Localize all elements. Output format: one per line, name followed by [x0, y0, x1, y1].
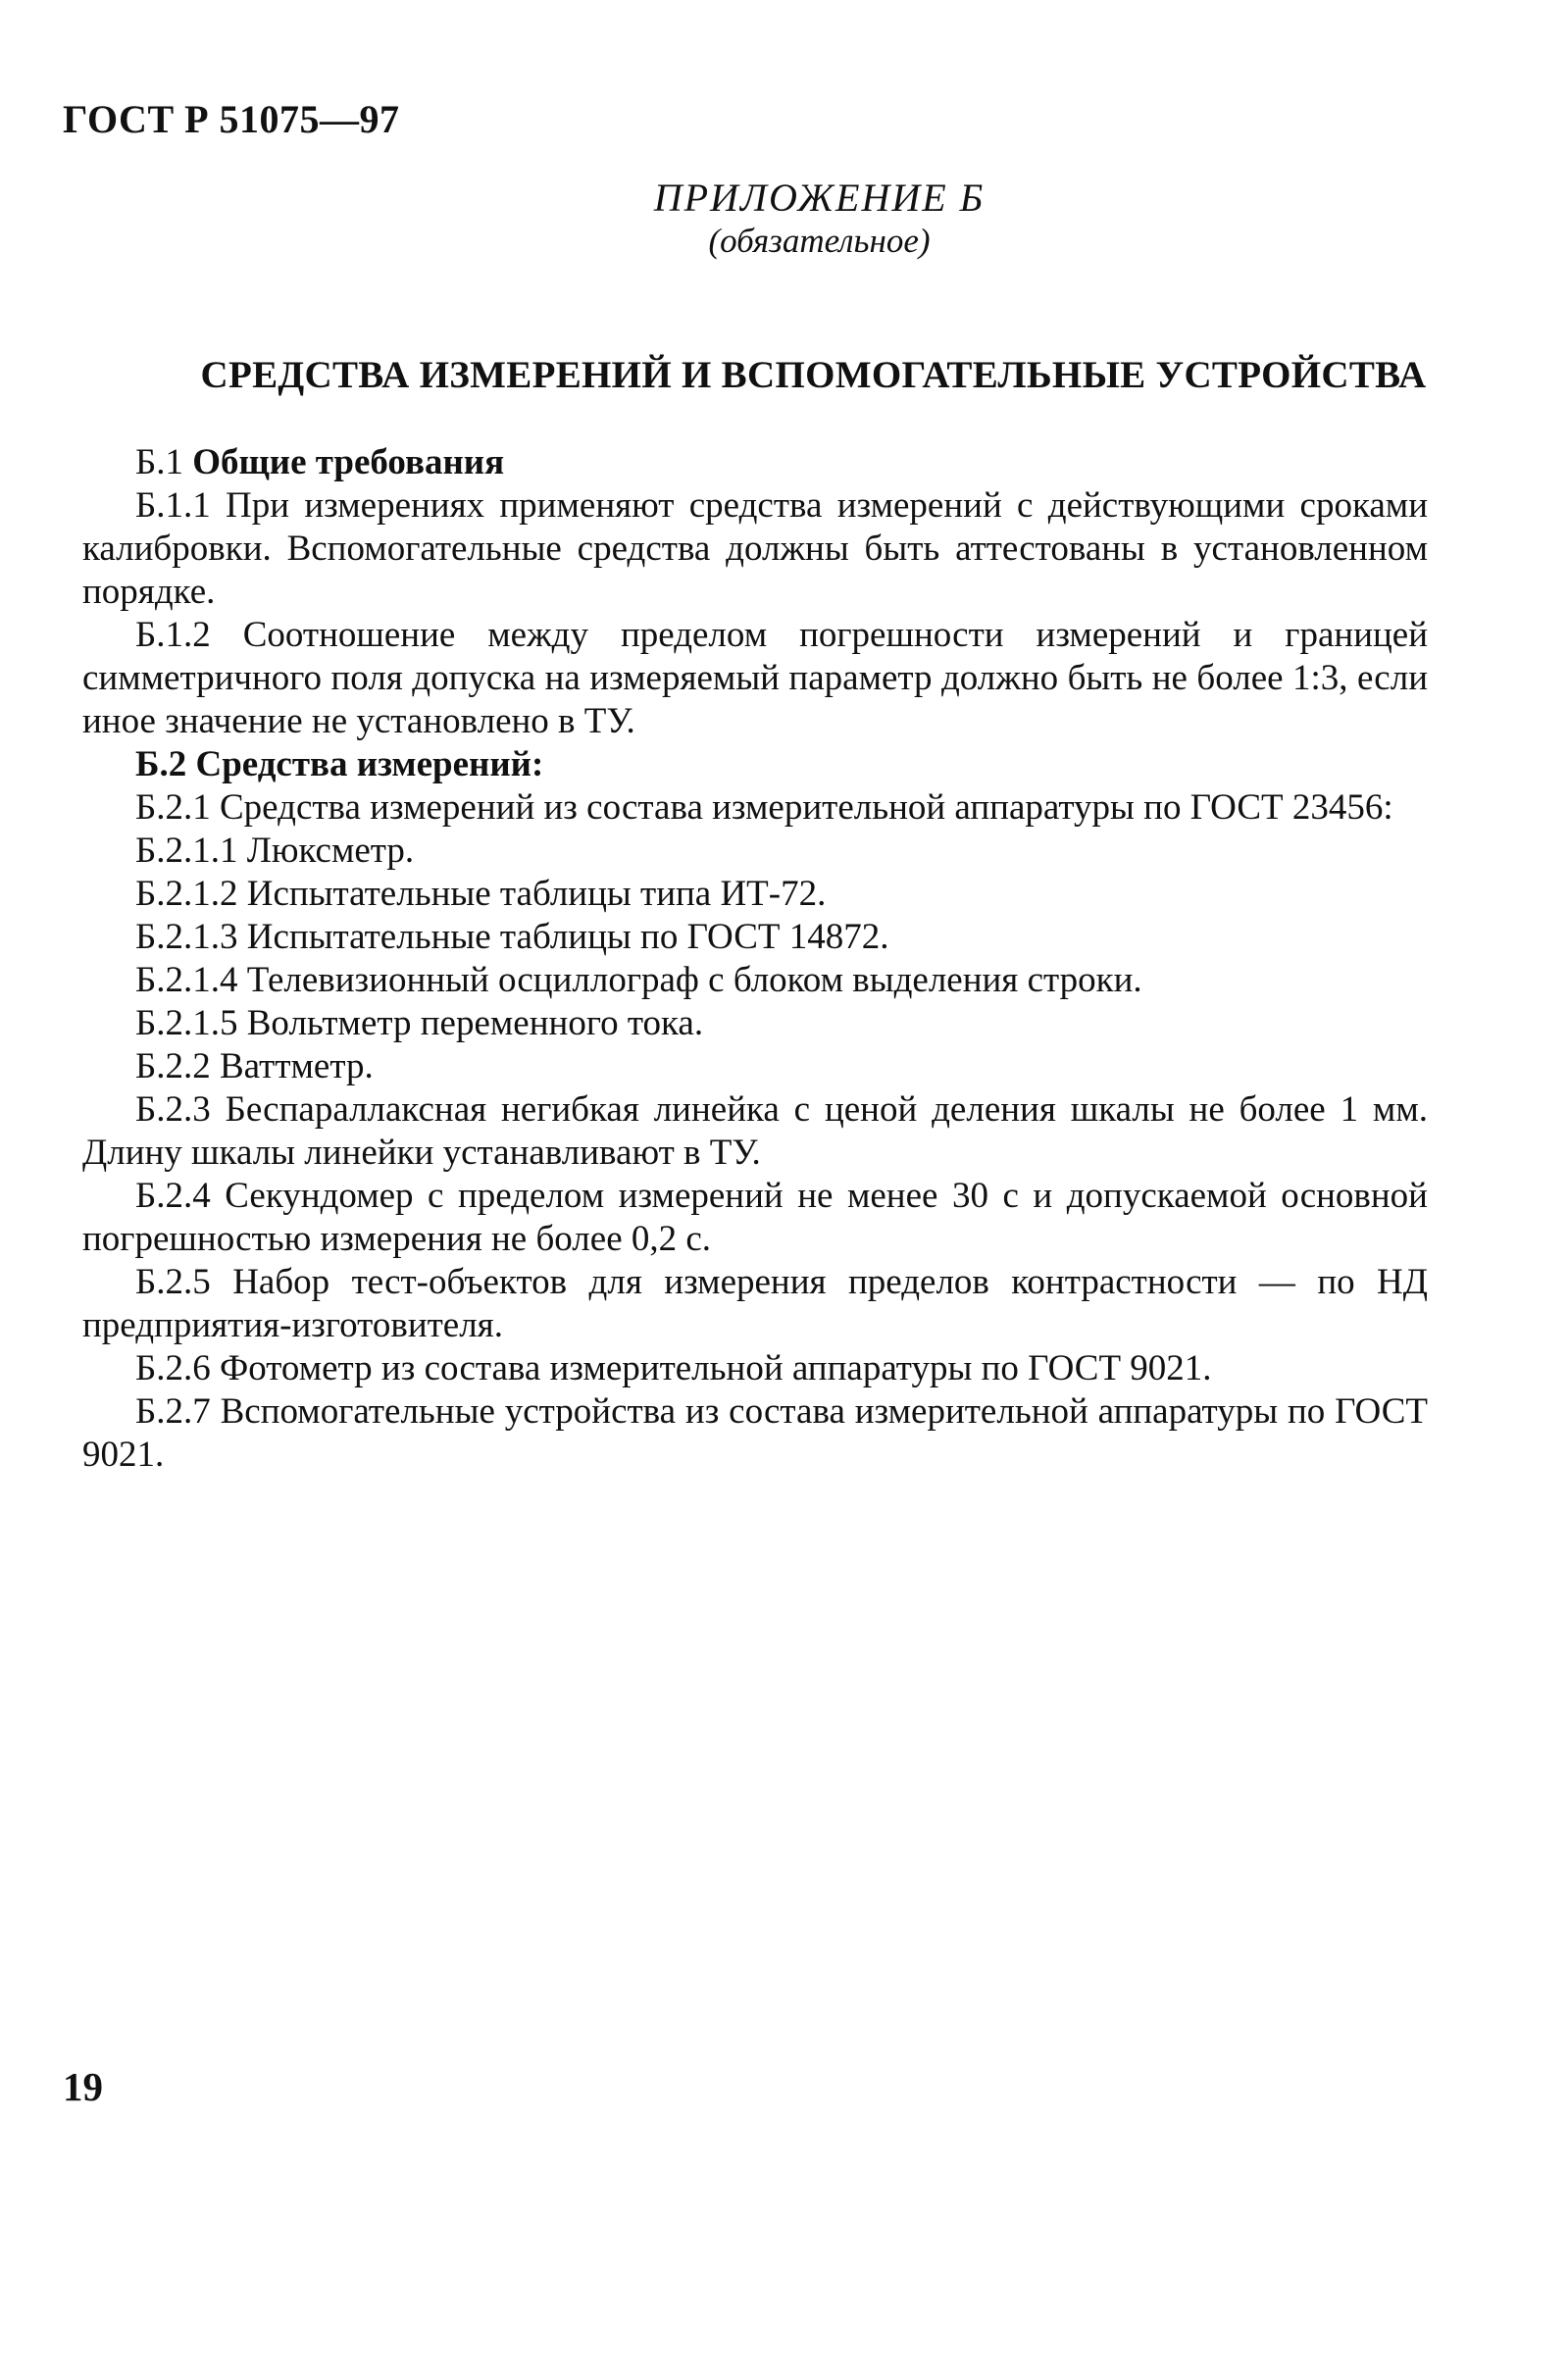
section-text: Испытательные таблицы типа ИТ-72. — [246, 874, 827, 914]
section-text: Телевизионный осциллограф с блоком выделения строки. — [246, 960, 1142, 1000]
section-number: Б.2.6 — [135, 1348, 211, 1388]
section-paragraph — [82, 786, 1428, 830]
section-paragraph — [82, 743, 1428, 786]
main-heading: СРЕДСТВА ИЗМЕРЕНИЙ И ВСПОМОГАТЕЛЬНЫЕ УСТРОЙСТВА — [200, 354, 1427, 396]
section-number: Б.1 — [135, 442, 183, 482]
section-paragraph — [82, 916, 1428, 959]
section-title: Средства измерений: — [195, 744, 544, 784]
section-text: Средства измерений из состава измерительной аппаратуры по ГОСТ 23456: — [220, 787, 1393, 828]
section-number: Б.1.1 — [135, 485, 211, 526]
appendix-title: ПРИЛОЖЕНИЕ Б — [653, 176, 986, 220]
section-text: Люксметр. — [246, 831, 415, 871]
document-code: ГОСТ Р 51075—97 — [63, 97, 400, 141]
section-number: Б.2.3 — [135, 1089, 211, 1130]
section-number: Б.2.1.3 — [135, 917, 238, 957]
section-text: При измерениях применяют средства измерений с действующими сроками калибровки. Вспомогательные средства должны быть аттестованы в установленном порядке. — [82, 485, 1428, 612]
section-paragraph — [82, 1390, 1428, 1477]
section-number: Б.2.5 — [135, 1262, 211, 1302]
section-text: Набор тест-объектов для измерения пределов контрастности — по НД предприятия-изготовителя. — [82, 1262, 1429, 1345]
section-number: Б.2.1.5 — [135, 1003, 238, 1043]
section-title: Общие требования — [192, 442, 505, 482]
section-text: Испытательные таблицы по ГОСТ 14872. — [246, 917, 889, 957]
section-number: Б.2 — [135, 744, 187, 784]
section-number: Б.1.2 — [135, 615, 211, 655]
section-paragraph — [82, 1045, 1428, 1088]
page-number: 19 — [63, 2064, 103, 2109]
section-paragraph — [82, 1261, 1428, 1347]
section-number: Б.2.1.2 — [135, 874, 238, 914]
section-text: Вольтметр переменного тока. — [246, 1003, 704, 1043]
section-paragraph — [82, 441, 1428, 484]
section-paragraph — [82, 959, 1428, 1002]
section-text: Беспараллаксная негибкая линейка с ценой деления шкалы не более 1 мм. Длину шкалы линейки устанавливают в ТУ. — [82, 1089, 1428, 1173]
appendix-note: (обязательное) — [708, 222, 931, 260]
section-paragraph — [82, 830, 1428, 873]
section-paragraph — [82, 614, 1428, 743]
section-number: Б.2.7 — [135, 1391, 211, 1432]
body-text — [82, 441, 1428, 1477]
section-paragraph — [82, 873, 1428, 916]
section-paragraph — [82, 1002, 1428, 1045]
section-text: Ваттметр. — [220, 1046, 374, 1086]
section-text: Соотношение между пределом погрешности измерений и границей симметричного поля допуска на измеряемый параметр должно быть не более 1:3, если иное значение не установлено в ТУ. — [82, 615, 1429, 741]
section-number: Б.2.1.4 — [135, 960, 238, 1000]
section-text: Фотометр из состава измерительной аппаратуры по ГОСТ 9021. — [220, 1348, 1212, 1388]
section-number: Б.2.2 — [135, 1046, 211, 1086]
section-paragraph — [82, 1347, 1428, 1390]
section-paragraph — [82, 484, 1428, 614]
section-text: Секундомер с пределом измерений не менее 30 с и допускаемой основной погрешностью измерения не более 0,2 с. — [82, 1176, 1428, 1259]
section-text: Вспомогательные устройства из состава измерительной аппаратуры по ГОСТ 9021. — [82, 1391, 1429, 1475]
section-number: Б.2.1 — [135, 787, 211, 828]
section-number: Б.2.4 — [135, 1176, 211, 1216]
section-paragraph — [82, 1088, 1428, 1175]
section-paragraph — [82, 1175, 1428, 1261]
section-number: Б.2.1.1 — [135, 831, 238, 871]
